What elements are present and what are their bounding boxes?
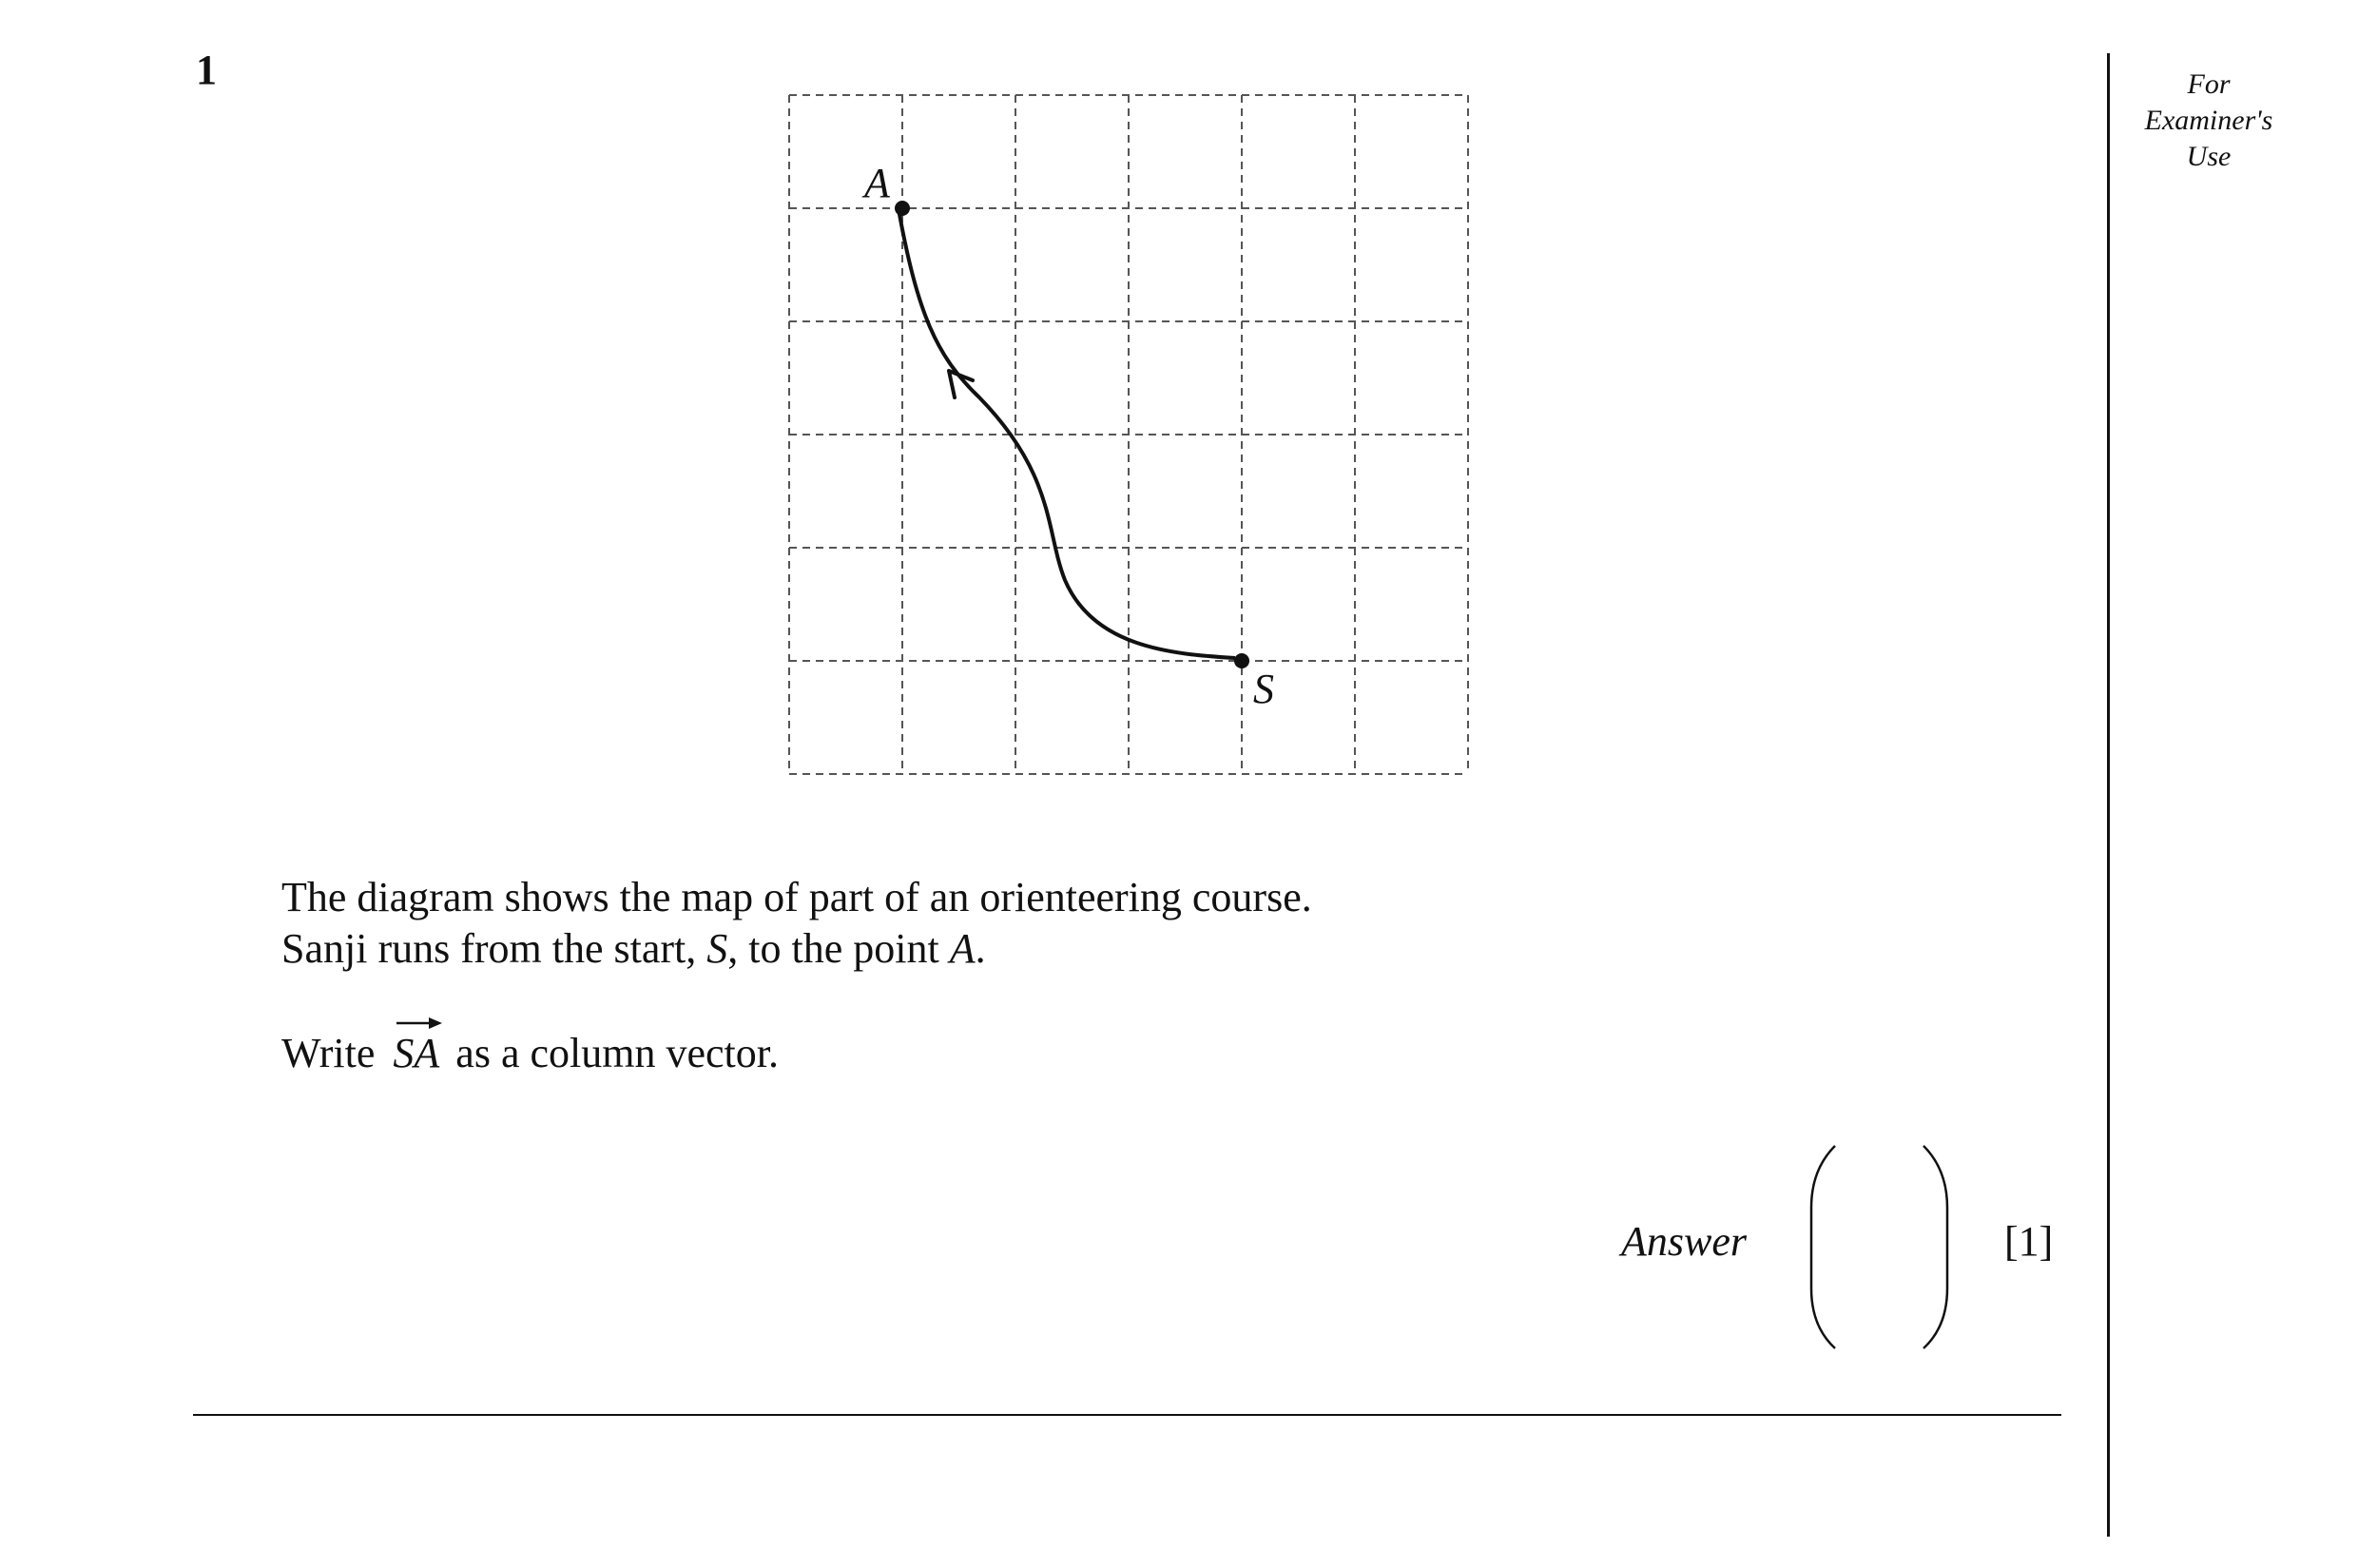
intro-line-2-end: . — [975, 925, 986, 972]
left-bracket-icon — [1811, 1146, 1835, 1348]
point-s-label: S — [1253, 666, 1274, 712]
vector-name: SA — [393, 1030, 440, 1076]
bottom-rule — [193, 1414, 2061, 1416]
examiner-line-2: Examiner's — [2144, 105, 2273, 136]
point-s-ref: S — [706, 925, 728, 972]
prompt-suffix: as a column vector. — [445, 1030, 779, 1076]
right-bracket-icon — [1923, 1146, 1947, 1348]
intro-line-2-prefix: Sanji runs from the start, — [281, 925, 707, 972]
prompt-prefix: Write — [281, 1030, 386, 1076]
point-a-label: A — [864, 160, 890, 206]
answer-label: Answer — [1621, 1218, 1747, 1265]
examiner-line-1: For — [2187, 68, 2231, 100]
question-number: 1 — [196, 47, 217, 93]
examiner-line-3: Use — [2186, 141, 2232, 172]
marks-allocation: [1] — [2004, 1218, 2054, 1265]
intro-line-2-mid: , to the point — [727, 925, 950, 972]
point-a-ref: A — [949, 925, 976, 972]
intro-line-1: The diagram shows the map of part of an orienteering course. — [281, 874, 1312, 920]
